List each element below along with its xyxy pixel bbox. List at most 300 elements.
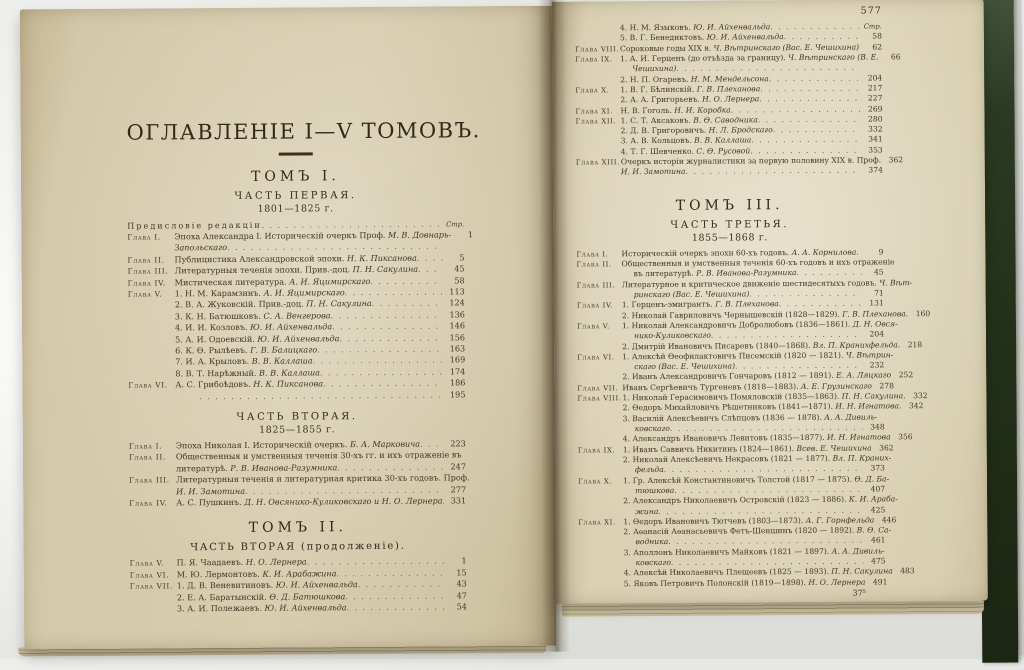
- page-ref-number: 332: [906, 391, 928, 401]
- entry-text: Публицистика Александровской эпохи. Н. К. Пиксанова: [174, 252, 416, 264]
- dot-leader: [417, 252, 443, 264]
- author-name: Б. А. Марковича: [350, 439, 420, 449]
- author-name: Н. О. Лернера: [702, 94, 759, 103]
- toc-row: [127, 218, 464, 232]
- author-name: фельда: [635, 465, 664, 474]
- entry-text: А. С. Грибоѣдовъ. Н. К. Пиксанова: [175, 379, 323, 390]
- page-ref-number: 45: [443, 263, 465, 274]
- author-name: Г. В. Плеханова.: [842, 309, 908, 318]
- entry-text: 2. Александръ Николаевичъ Островскій (1823 — 1886). К. И. Араба-: [623, 494, 898, 506]
- author-name: Р. В. Иванова-Разумника: [230, 462, 337, 473]
- page-ref-number: 407: [863, 484, 885, 494]
- author-name: Н. К. Пиксанова: [253, 379, 323, 389]
- left-page-content: [20, 6, 556, 616]
- author-name: А. И. Яцимирскаго: [264, 287, 345, 298]
- page-ref-number: 146: [443, 320, 465, 331]
- chapter-label: Глава VII.: [130, 582, 177, 593]
- entry-text: [623, 537, 668, 548]
- page-ref-number: 223: [444, 438, 466, 449]
- dot-leader: [674, 484, 863, 496]
- toc-row: [579, 577, 886, 589]
- chapter-label: Глава III.: [129, 476, 176, 487]
- chapter-label: Глава VI.: [128, 381, 175, 392]
- tom2-rows: [130, 556, 467, 615]
- author-name: Ю. И. Айхенвальда: [257, 333, 339, 344]
- entry-text: 4. Т. Г. Шевченко. С. Ѳ. Русовой: [621, 146, 751, 157]
- page-ref-number: 217: [860, 83, 882, 93]
- author-name: ковскаго: [635, 424, 670, 433]
- dot-leader: [336, 567, 444, 579]
- page-ref-number: 227: [860, 94, 882, 104]
- chapter-label: Глава II.: [127, 255, 174, 266]
- entry-text: Н. В. Гоголь. Н. И. Коробка: [620, 105, 730, 116]
- dot-leader: [796, 268, 861, 279]
- page-ref-number: 186: [443, 378, 465, 389]
- dot-leader: [345, 590, 445, 602]
- part1-dates: 1801—1825 г.: [127, 202, 464, 215]
- dot-leader: [227, 241, 442, 254]
- author-name: Чешихина): [632, 64, 676, 73]
- page-ref-number: 232: [862, 361, 884, 371]
- author-name: Ч. Вѣтринскаго (Вас. Е. Чешихина): [713, 42, 859, 52]
- author-name: Всев. Е. Чешихина: [796, 443, 871, 453]
- tom1-heading: ТОМЪ I.: [127, 167, 464, 185]
- author-name: И. Н. Игнатова: [827, 433, 891, 442]
- author-name: Ч. Вѣтрин-: [846, 350, 894, 359]
- entry-text: 5. В. Г. Бенедиктовъ. Ю. И. Айхенвальда: [620, 32, 784, 43]
- entry-text: 1. Алексѣй Ѳеофилактовичъ Писемскій (1820 — 1821). Ч. Вѣтрин-: [622, 350, 893, 362]
- toc-row: [127, 241, 464, 255]
- page-ref-number: 341: [861, 135, 883, 145]
- chapter-label: Глава I.: [127, 232, 174, 243]
- signature-mark: 37⁵: [579, 588, 886, 599]
- author-name: А. Е. Грузинскаго: [801, 381, 872, 390]
- toc-row: [578, 422, 885, 434]
- author-name: Г. В. Плеханова: [697, 84, 761, 93]
- entry-text: 2. Н. П. Огаревъ. Н. М. Мендельсона: [620, 74, 769, 85]
- entry-text: 4. И. И. Козловъ. Ю. И. Айхенвальда: [175, 321, 332, 333]
- author-name: Ч. Вѣт-: [879, 278, 912, 287]
- entry-text: 6. К. Ѳ. Рылѣевъ. Г. В. Балицкаго: [175, 344, 317, 355]
- entry-text: 3. А. В. Кольцовъ. В. В. Каллаша: [621, 136, 752, 147]
- right-page-content: [552, 0, 988, 600]
- dot-leader: [770, 22, 860, 33]
- author-name: Ю. И. Айхенвальда: [264, 602, 346, 613]
- entry-text: 4. Н. М. Языковъ. Ю. И. Айхенвальда: [620, 22, 770, 33]
- entry-text: [624, 558, 671, 569]
- entry-text: Очеркъ исторіи журналистики за первую половину XIX в. Проф.: [621, 155, 881, 167]
- chapter-label: Глава XIII.: [576, 157, 621, 168]
- page-ref-number: 58: [443, 275, 465, 286]
- dot-leader: [307, 556, 445, 568]
- chapter-label: Глава XI.: [578, 517, 623, 528]
- part2-rows: [129, 438, 466, 509]
- toc-row: [129, 495, 466, 509]
- dot-leader: [420, 438, 444, 450]
- page-ref-number: 47: [445, 590, 467, 601]
- author-name: В. Ѳ. Саводника: [693, 115, 758, 124]
- folio-page-number: 577: [575, 5, 882, 18]
- author-name: Н. М. Мендельсона: [691, 74, 769, 84]
- entry-text: 1. А. И. Герценъ (до отъѣзда за границу). Ч. Вѣтринскаго (В. Е.: [620, 52, 879, 64]
- dot-leader: [769, 73, 861, 84]
- page-ref-number: 269: [860, 104, 882, 114]
- chapter-label: Глава IV.: [128, 278, 175, 289]
- page-ref-number: 136: [443, 309, 465, 320]
- entry-text: Историческій очеркъ эпохи 60-хъ годовъ. А. А. Корнилова: [621, 247, 856, 259]
- entry-text: 2. В. А. Жуковскій. Прив.-доц. П. Н. Сакулина: [175, 298, 372, 310]
- entry-text: 1. С. Т. Аксаковъ. В. Ѳ. Саводника: [621, 115, 758, 126]
- author-name: Д. Н. Овсянико-Куликовскаго и Н. О. Лернера: [244, 496, 442, 507]
- entry-text: [174, 242, 227, 253]
- entry-text: 1. Николай Александровичъ Добролюбовъ (1836—1861). Д. Н. Овся-: [622, 319, 898, 331]
- author-name: Вл. П. Кранихфельда.: [813, 340, 900, 350]
- toc-row: [577, 330, 884, 342]
- part2-dates: 1825—1855 г.: [129, 423, 466, 436]
- toc-row: [578, 464, 885, 476]
- chapter-label: Глава III.: [128, 266, 175, 277]
- page-ref-number: 15: [445, 567, 467, 578]
- entry-text: 1. Ѳедоръ Ивановичъ Тютчевъ (1803—1873). А. Г. Горнфельда: [623, 515, 874, 527]
- chapter-label: Глава IV.: [129, 498, 176, 509]
- author-name: Н. О. Лернера: [246, 557, 307, 567]
- page-ref-number: 131: [862, 299, 884, 309]
- page-ref-number: 373: [863, 464, 885, 474]
- author-name: В. В. Каллаша: [694, 136, 751, 145]
- dot-leader: [347, 602, 445, 614]
- author-name: В. В. Каллаша: [252, 356, 313, 366]
- author-name: К. И. Араба-: [849, 494, 898, 503]
- toc-row: [579, 556, 886, 568]
- author-name: Запольскаго: [174, 242, 227, 252]
- entry-text: 8. В. Т. Нарѣжный. В. В. Каллаша: [175, 367, 320, 378]
- author-name: тюшкова: [635, 486, 674, 495]
- chapter-label: Глава XII.: [576, 116, 621, 127]
- author-name: П. Н. Сакулина.: [842, 391, 906, 400]
- author-name: Г. В. Балицкаго: [250, 344, 317, 354]
- entry-text: 2. Ѳедоръ Михайловичъ Рѣшетниковъ (1841—1871). И. Н. Игнатова.: [623, 402, 902, 414]
- page-ref-number: 277: [444, 484, 466, 495]
- entry-text: 2. Иванъ Александровичъ Гончаровъ (1812 — 1891). Е. А. Ляцкаго: [622, 371, 891, 383]
- page-ref-number: 54: [445, 601, 467, 612]
- chapter-label: Глава VIII.: [575, 44, 620, 55]
- entry-text: П. Я. Чаадаевъ. Н. О. Лернера: [177, 557, 307, 568]
- author-name: Н. И. Коробка: [674, 105, 731, 114]
- entry-text: [621, 167, 686, 178]
- entry-text: 1. Герценъ-эмигрантъ. Г. В. Плеханова: [622, 299, 779, 310]
- page-ref-number: 278: [872, 381, 894, 391]
- author-name: Д. Н. Овся-: [853, 319, 898, 328]
- entry-text: Сороковые годы XIX в. Ч. Вѣтринскаго (Вас. Е. Чешихина): [620, 42, 859, 54]
- dot-leader: [750, 145, 861, 156]
- chapter-label: Глава V.: [577, 321, 622, 332]
- page-ref-number: 356: [891, 433, 913, 443]
- chapter-label: Глава X.: [578, 476, 623, 487]
- page-ref-number: 475: [864, 556, 886, 566]
- page-ref-number: 1: [445, 556, 467, 567]
- author-name: П. Н. Сакулина: [306, 298, 372, 308]
- entry-text: 3. А. И. Полежаевъ. Ю. И. Айхенвальда: [177, 602, 347, 614]
- entry-text: 1. Иванъ Саввичъ Никитинъ (1824—1861). Всев. Е. Чешихина: [623, 443, 872, 455]
- entry-text: 2. А. А. Григорьевъ. Н. О. Лернера: [620, 94, 759, 105]
- author-name: Ю. И. Айхенвальда: [707, 32, 784, 42]
- dot-leader: [370, 275, 442, 287]
- title-rule: [278, 152, 312, 155]
- entry-text: 1. Николай Герасимовичъ Помяловскій (1835—1863). П. Н. Сакулина.: [622, 391, 905, 403]
- page-ref-number: 461: [863, 536, 885, 546]
- author-name: И. И. Замотина: [176, 485, 245, 495]
- dot-leader: [358, 579, 445, 591]
- chapter-label: Глава VII.: [577, 383, 622, 394]
- page-ref-number: 43: [445, 579, 467, 590]
- page-ref-number: 491: [865, 577, 887, 587]
- author-name: В. Ѳ. Са-: [857, 525, 891, 534]
- page-ref-number: 174: [443, 366, 465, 377]
- author-name: Ю. И. Айхенвальда: [693, 22, 770, 32]
- entry-text: 2. Д. В. Григоровичъ. Н. Л. Бродскаго: [621, 125, 773, 136]
- dot-leader: [323, 378, 443, 390]
- author-name: Ю. И. Айхенвальда: [276, 579, 358, 590]
- author-name: П. Н. Сакулина: [353, 264, 419, 274]
- dot-leader: [671, 557, 864, 569]
- page-ref-number: 160: [908, 309, 930, 319]
- page-ref-number: 204: [860, 73, 882, 83]
- author-name: ринскаго (Вас. Е. Чешихина): [634, 289, 750, 299]
- toc-row: [129, 484, 466, 498]
- author-name: Е. А. Ляцкаго: [836, 371, 891, 380]
- entry-text: 4. Алексѣй Николаевичъ Плещеевъ (1825 — 1893). П. Н. Сакулина: [624, 567, 893, 579]
- page-ref-number: 353: [861, 145, 883, 155]
- entry-text: 2. Николай Алексѣевичъ Некрасовъ (1821 — 1877). Вл. П. Краних-: [623, 453, 891, 465]
- toc-row: [578, 536, 885, 548]
- section-tom3: [576, 196, 886, 589]
- entry-text: [176, 485, 245, 496]
- author-name: жина: [635, 506, 658, 515]
- author-name: А. А. Дивиль-: [824, 412, 877, 421]
- author-name: Ѳ. Д. Батюшкова: [269, 591, 345, 602]
- author-name: Р. В. Иванова-Разумника: [696, 268, 796, 278]
- entry-text: Мистическая литература. А. И. Яцимирскаго: [175, 276, 371, 288]
- page-ref-number: 71: [862, 288, 884, 298]
- page-column-header: Стр.: [860, 21, 882, 31]
- entry-text: 2. Е. А. Баратынскій. Ѳ. Д. Батюшкова: [177, 591, 346, 603]
- author-name: И. Н. Игнатова.: [835, 402, 901, 411]
- page-ref-number: 331: [444, 495, 466, 506]
- entry-text: Иванъ Сергѣевичъ Тургеневъ (1818—1883). А. Е. Грузинскаго: [622, 381, 872, 393]
- dot-leader: [337, 461, 444, 473]
- dot-leader: [332, 321, 443, 333]
- author-name: ковскаго: [636, 558, 671, 567]
- entry-text: [620, 64, 676, 75]
- entry-text: 2. Аѳанасій Аѳанасьевичъ Фетъ-Шеншинъ (1820 — 1892). В. Ѳ. Са-: [623, 525, 891, 537]
- entry-text: Предисловіе редакціи: [127, 219, 262, 230]
- author-name: В. В. Каллаша: [259, 367, 320, 377]
- entry-text: Общественныя и умственныя теченія 60-хъ годовъ и ихъ отраженіе: [622, 257, 895, 269]
- entry-text: Литературныя теченія и литературная критика 30-хъ годовъ. Проф.: [176, 473, 470, 485]
- entry-text: Общественныя и умственныя теченія 30-хъ гг. и ихъ отраженіе въ: [176, 450, 462, 462]
- dot-leader: [331, 309, 443, 321]
- section-tom1: [127, 167, 466, 403]
- entry-text: М. Ю. Лермонтовъ. К. И. Арабажина: [177, 568, 337, 580]
- page-ref-number: 362: [881, 155, 903, 165]
- page-ref-number: 280: [861, 114, 883, 124]
- author-name: К. И. Арабажина: [262, 568, 336, 579]
- right-page: [552, 0, 988, 604]
- contents-title: ОГЛАВЛЕНІЕ I—V ТОМОВЪ.: [127, 118, 464, 144]
- dot-leader: [339, 332, 443, 344]
- entry-text: Литературное и критическое движеніе шестидесятыхъ годовъ. Ч. Вѣт-: [622, 278, 912, 290]
- dot-leader: [751, 135, 860, 146]
- chapter-label: Глава IX.: [578, 445, 623, 456]
- dot-leader: [670, 423, 863, 435]
- page-ref-number: 1: [451, 229, 473, 240]
- chapter-label: Глава I.: [129, 441, 176, 452]
- dot-leader: [784, 32, 860, 43]
- entry-text: 1. Д. В. Веневитиновъ. Ю. И. Айхенвальда: [177, 579, 358, 591]
- page-ref-number: 483: [893, 567, 915, 577]
- chapter-label: Глава III.: [577, 280, 622, 291]
- dot-leader: [856, 247, 861, 257]
- chapter-label: Глава X.: [575, 85, 620, 96]
- page-ref-number: 204: [862, 330, 884, 340]
- author-name: Н. О. Лернера: [808, 577, 865, 586]
- page-ref-number: 218: [900, 340, 922, 350]
- tom2-continued-rows: [575, 21, 883, 178]
- entry-text: Литературныя теченія эпохи. Прив.-доц. П. Н. Сакулина: [175, 264, 419, 276]
- author-name: нико-Куликовскаго: [634, 331, 711, 341]
- toc-row: [128, 389, 465, 403]
- page-ref-number: 62: [860, 42, 882, 52]
- chapter-label: Глава VIII.: [577, 393, 622, 404]
- tom1-rows: [127, 218, 465, 403]
- author-name: С. Ѳ. Русовой: [696, 146, 750, 155]
- tom2-heading: ТОМЪ II.: [129, 519, 466, 537]
- entry-text: 5. А. И. Одоевскій. Ю. И. Айхенвальда: [175, 333, 340, 345]
- author-name: М. В. Довнарь-: [388, 229, 451, 239]
- page-ref-number: 362: [872, 443, 894, 453]
- page-ref-number: 374: [861, 166, 883, 176]
- author-name: Г. В. Плеханова: [715, 299, 779, 308]
- part3-dates: 1855—1868 г.: [576, 231, 883, 244]
- page-ref-number: 446: [874, 515, 896, 525]
- dot-leader: [758, 114, 861, 125]
- page-ref-number: 163: [443, 343, 465, 354]
- dot-leader: [313, 355, 444, 367]
- chapter-label: Глава V.: [130, 559, 177, 570]
- chapter-label: Глава VI.: [577, 352, 622, 363]
- tom2-part-heading: ЧАСТЬ ВТОРАЯ (продолженіе).: [129, 541, 466, 554]
- page-ref-number: 342: [901, 402, 923, 412]
- author-name: водника: [635, 537, 668, 546]
- entry-text: [622, 331, 711, 342]
- chapter-label: Глава V.: [128, 289, 175, 300]
- chapter-label: Глава II.: [129, 453, 176, 464]
- entry-text: въ литературѣ. Р. В. Иванова-Разумника: [622, 268, 797, 280]
- dot-leader: [686, 166, 861, 178]
- chapter-label: Глава I.: [576, 249, 621, 260]
- tom3-rows: [576, 247, 885, 589]
- chapter-label: Глава VI.: [130, 570, 177, 581]
- dot-leader: [320, 366, 443, 378]
- author-name: Вл. П. Краних-: [833, 453, 892, 462]
- entry-text: [623, 424, 670, 435]
- entry-text: Эпоха Николая I. Историческій очеркъ. Б. А. Марковича: [176, 439, 420, 451]
- entry-text: 1. В. Г. Бѣлинскій. Г. В. Плеханова: [620, 84, 760, 95]
- dot-leader: [245, 484, 444, 497]
- entry-text: 4. Александръ Ивановичъ Левитовъ (1835—1877). И. Н. Игнатова: [623, 433, 891, 445]
- page-ref-number: 113: [443, 286, 465, 297]
- page-ref-number: 124: [443, 298, 465, 309]
- page-ref-number: 58: [860, 32, 882, 42]
- author-name: Ч. Вѣтринскаго (В. Е.: [788, 52, 878, 62]
- page-column-header: Стр.: [442, 219, 464, 230]
- dot-leader: [443, 496, 445, 507]
- toc-row: [578, 484, 885, 496]
- entry-text: Эпоха Александра I. Историческій очеркъ Проф. М. В. Довнарь-: [174, 229, 451, 241]
- dot-leader: [658, 505, 863, 517]
- dot-leader: [372, 298, 443, 310]
- page-ref-number: 332: [861, 125, 883, 135]
- dot-leader: [262, 218, 443, 231]
- page-ref-number: 425: [863, 505, 885, 515]
- page-ref-number: 195: [443, 389, 465, 400]
- dot-leader: [345, 286, 443, 298]
- page-ref-number: 252: [891, 371, 913, 381]
- page-ref-number: 9: [861, 247, 883, 257]
- entry-text: А. С. Пушкинъ. Д. Н. Овсянико-Куликовскаго и Н. О. Лернера: [176, 496, 442, 508]
- entry-text: литературѣ. Р. В. Иванова-Разумника: [176, 462, 337, 474]
- entry-text: 2. Дмитрій Ивановичъ Писаревъ (1840—1868). Вл. П. Кранихфельда.: [622, 340, 900, 352]
- entry-text: 3. Аполлонъ Николаевичъ Майковъ (1821 — 1897). А. А. Дивиль-: [624, 546, 885, 558]
- dot-leader: [859, 42, 860, 52]
- author-name: А. А. Дивиль-: [832, 546, 885, 555]
- entry-text: 3. К. Н. Батюшковъ. С. А. Венгерова: [175, 310, 331, 321]
- page-ref-number: 247: [444, 461, 466, 472]
- author-name: Ю. И. Айхенвальда: [250, 321, 332, 332]
- part1-heading: ЧАСТЬ ПЕРВАЯ.: [127, 189, 464, 202]
- dot-leader: [199, 389, 443, 402]
- chapter-label: Глава IV.: [577, 300, 622, 311]
- tom3-heading: ТОМЪ III.: [576, 196, 883, 214]
- page-ref-number: 5: [442, 252, 464, 263]
- dot-leader: [418, 264, 443, 276]
- chapter-label: Глава IX.: [575, 54, 620, 65]
- section-tom2: [129, 519, 467, 615]
- entry-text: 7. И. А. Крыловъ. В. В. Каллаша: [175, 356, 313, 367]
- dot-leader: [664, 464, 863, 476]
- author-name: Н. Л. Бродскаго: [709, 125, 773, 134]
- entry-text: 1. Н. М. Карамзинъ. А. И. Яцимирскаго: [175, 287, 345, 299]
- toc-row: [578, 505, 885, 517]
- author-name: А. А. Корнилова: [792, 247, 857, 256]
- page-ref-number: 66: [879, 52, 901, 62]
- author-name: С. А. Венгерова: [263, 310, 330, 320]
- dot-leader: [668, 536, 863, 548]
- entry-text: 3. Василій Алексѣевичъ Слѣпцовъ (1836 — 1878). А. А. Дивиль-: [623, 412, 878, 424]
- page-ref-number: 45: [862, 268, 884, 278]
- author-name: Н. К. Пиксанова: [347, 252, 417, 262]
- entry-text: [623, 486, 674, 497]
- author-name: П. Н. Сакулина: [831, 567, 892, 576]
- entry-text: 5. Яковъ Петровичъ Полонскій (1819—1898). Н. О. Лернера: [624, 577, 866, 589]
- entry-text: 2. Николай Гавриловичъ Чернышевскій (1828—1829). Г. В. Плеханова.: [622, 309, 908, 321]
- author-name: скаго (Вас. Е. Чешихина): [634, 362, 735, 372]
- dot-leader: [317, 343, 443, 355]
- page-ref-number: 348: [863, 422, 885, 432]
- entry-text: 1. Гр. Алексѣй Константиновичъ Толстой (1817 — 1875). Ѳ. Д. Ба-: [623, 474, 889, 486]
- page-ref-number: 169: [443, 355, 465, 366]
- dot-leader: [760, 83, 860, 94]
